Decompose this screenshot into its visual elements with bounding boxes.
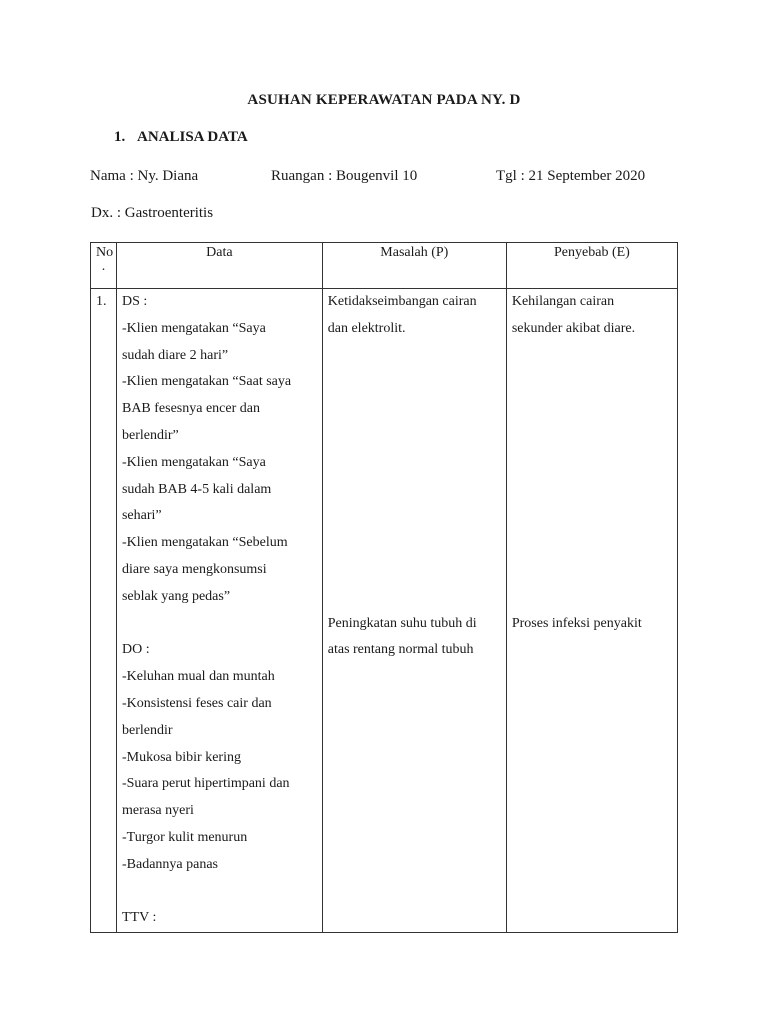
header-no xyxy=(91,243,117,289)
header-masalah: Masalah (P) xyxy=(322,243,506,289)
analysis-table xyxy=(90,242,678,933)
ds-line: -Klien mengatakan “Saat saya xyxy=(121,374,292,390)
masalah-line: atas rentang normal tubuh xyxy=(327,642,474,658)
do-label: DO : xyxy=(121,642,150,658)
patient-name: Nama : Ny. Diana xyxy=(90,168,199,184)
do-line: -Mukosa bibir kering xyxy=(121,749,241,765)
section-title: ANALISA DATA xyxy=(137,129,248,145)
penyebab-cell xyxy=(506,289,677,933)
penyebab-line: sekunder akibat diare. xyxy=(511,320,636,336)
masalah-line: dan elektrolit. xyxy=(327,320,406,336)
ds-line: -Klien mengatakan “Saya xyxy=(121,454,266,470)
table-row xyxy=(91,289,678,933)
do-line: berlendir xyxy=(121,722,173,738)
ds-label: DS : xyxy=(121,294,148,309)
section-heading xyxy=(114,129,248,146)
penyebab-line: Proses infeksi penyakit xyxy=(511,615,642,631)
document-title: ASUHAN KEPERAWATAN PADA NY. D xyxy=(247,92,521,108)
do-lines xyxy=(122,664,317,878)
ds-line: diare saya mengkonsumsi xyxy=(121,561,267,577)
masalah-2 xyxy=(328,611,501,665)
do-line: -Keluhan mual dan muntah xyxy=(121,669,275,685)
penyebab-2 xyxy=(512,611,672,638)
ds-line: -Klien mengatakan “Sebelum xyxy=(121,535,288,551)
do-line: -Badannya panas xyxy=(121,856,219,872)
ds-lines xyxy=(122,316,317,611)
header-data: Data xyxy=(116,243,322,289)
ds-line: -Klien mengatakan “Saya xyxy=(121,320,266,336)
do-line: -Konsistensi feses cair dan xyxy=(121,695,272,711)
header-no-label: No xyxy=(96,245,114,260)
ds-line: sehari” xyxy=(121,508,162,524)
do-line: merasa nyeri xyxy=(121,803,194,819)
ds-line: sudah BAB 4-5 kali dalam xyxy=(121,481,272,497)
header-no-dot: . xyxy=(101,259,106,274)
do-line: -Turgor kulit menurun xyxy=(121,829,248,845)
masalah-cell xyxy=(322,289,506,933)
ds-line: berlendir” xyxy=(121,427,179,443)
masalah-line: Peningkatan suhu tubuh di xyxy=(327,615,477,631)
penyebab-1 xyxy=(512,289,672,343)
ds-line: sudah diare 2 hari” xyxy=(121,347,229,363)
section-number: 1. xyxy=(114,129,126,145)
room-name: Ruangan : Bougenvil 10 xyxy=(271,168,418,184)
ds-line: seblak yang pedas” xyxy=(121,588,231,604)
table-header-row xyxy=(91,243,678,289)
date: Tgl : 21 September 2020 xyxy=(496,168,646,184)
ds-line: BAB fesesnya encer dan xyxy=(121,401,260,417)
row-number: 1. xyxy=(91,289,117,933)
diagnosis: Dx. : Gastroenteritis xyxy=(91,205,214,221)
do-line: -Suara perut hipertimpani dan xyxy=(121,776,290,792)
masalah-line: Ketidakseimbangan cairan xyxy=(327,294,477,309)
header-penyebab: Penyebab (E) xyxy=(506,243,677,289)
data-cell xyxy=(116,289,322,933)
penyebab-line: Kehilangan cairan xyxy=(511,294,615,309)
ttv-label: TTV : xyxy=(121,910,157,926)
masalah-1 xyxy=(328,289,501,343)
